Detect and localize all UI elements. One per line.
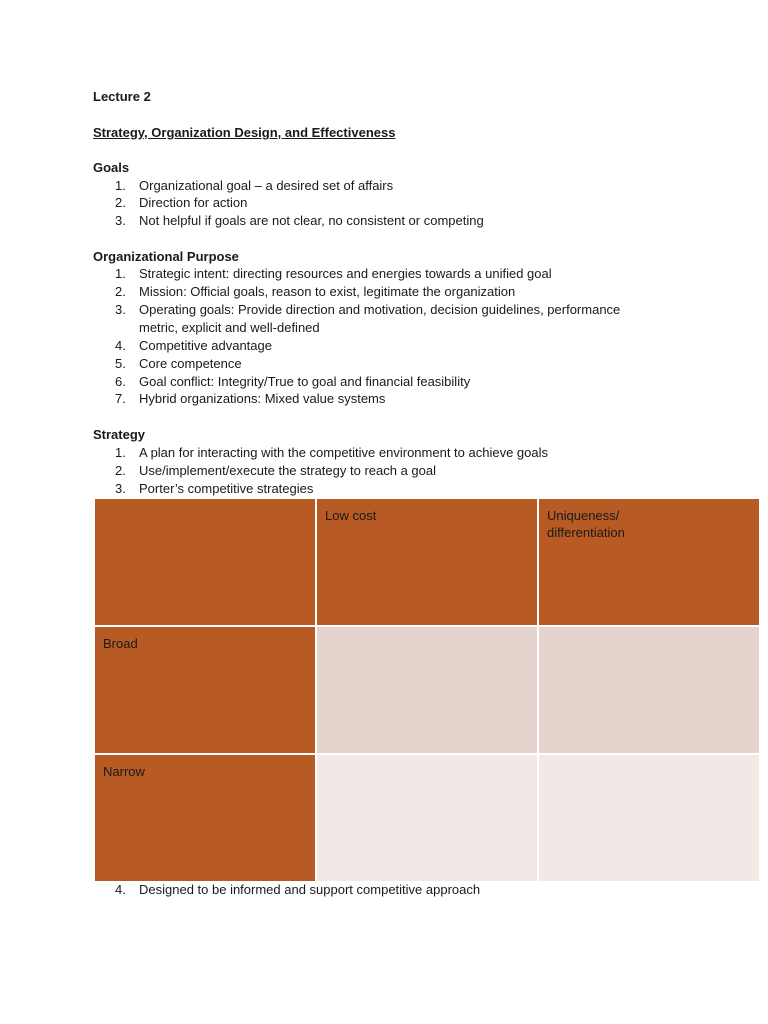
table-cell	[316, 754, 538, 882]
list-text: metric, explicit and well-defined	[139, 320, 320, 335]
table-cell	[538, 754, 760, 882]
header-label-line2: differentiation	[547, 525, 625, 540]
list-number: 5.	[115, 356, 126, 371]
list-number: 4.	[115, 882, 126, 897]
list-number: 3.	[115, 302, 126, 317]
list-number: 3.	[115, 213, 126, 228]
list-number: 1.	[115, 266, 126, 281]
table-header-uniqueness	[538, 498, 760, 626]
list-number: 7.	[115, 391, 126, 406]
list-number: 3.	[115, 481, 126, 496]
list-text: Designed to be informed and support competitive approach	[139, 882, 481, 897]
table-row-broad	[94, 626, 760, 754]
porter-strategies-table	[93, 497, 761, 883]
list-number: 1.	[115, 445, 126, 460]
row-label-narrow: Narrow	[94, 754, 316, 882]
list-number: 2.	[115, 195, 126, 210]
list-text: Core competence	[139, 356, 242, 371]
list-number: 1.	[115, 178, 126, 193]
table-row-header	[94, 498, 760, 626]
list-text: Goal conflict: Integrity/True to goal and financial feasibility	[139, 374, 471, 389]
section-heading-goals: Goals	[93, 160, 130, 175]
document-title: Strategy, Organization Design, and Effectiveness	[93, 125, 396, 140]
list-text: A plan for interacting with the competitive environment to achieve goals	[139, 445, 549, 460]
list-number: 2.	[115, 284, 126, 299]
list-text: Mission: Official goals, reason to exist, legitimate the organization	[139, 284, 516, 299]
table-cell	[316, 626, 538, 754]
row-label-broad: Broad	[94, 626, 316, 754]
list-text: Porter’s competitive strategies	[139, 481, 314, 496]
list-text: Strategic intent: directing resources and energies towards a unified goal	[139, 266, 552, 281]
header-label: Low cost	[325, 508, 377, 523]
list-text: Competitive advantage	[139, 338, 272, 353]
table-row-narrow	[94, 754, 760, 882]
list-number: 2.	[115, 463, 126, 478]
header-label-line1: Uniqueness/	[547, 508, 620, 523]
lecture-label: Lecture 2	[93, 89, 151, 104]
table-header-low-cost	[316, 498, 538, 626]
list-text: Operating goals: Provide direction and motivation, decision guidelines, performance	[139, 302, 621, 317]
section-heading-strategy: Strategy	[93, 427, 146, 442]
list-text: Not helpful if goals are not clear, no consistent or competing	[139, 213, 484, 228]
list-number: 6.	[115, 374, 126, 389]
section-heading-organizational-purpose: Organizational Purpose	[93, 249, 239, 264]
table-cell	[538, 626, 760, 754]
list-number: 4.	[115, 338, 126, 353]
list-text: Direction for action	[139, 195, 248, 210]
list-text: Hybrid organizations: Mixed value systems	[139, 391, 386, 406]
table-corner-cell	[94, 498, 316, 626]
list-text: Organizational goal – a desired set of affairs	[139, 178, 394, 193]
list-text: Use/implement/execute the strategy to reach a goal	[139, 463, 436, 478]
